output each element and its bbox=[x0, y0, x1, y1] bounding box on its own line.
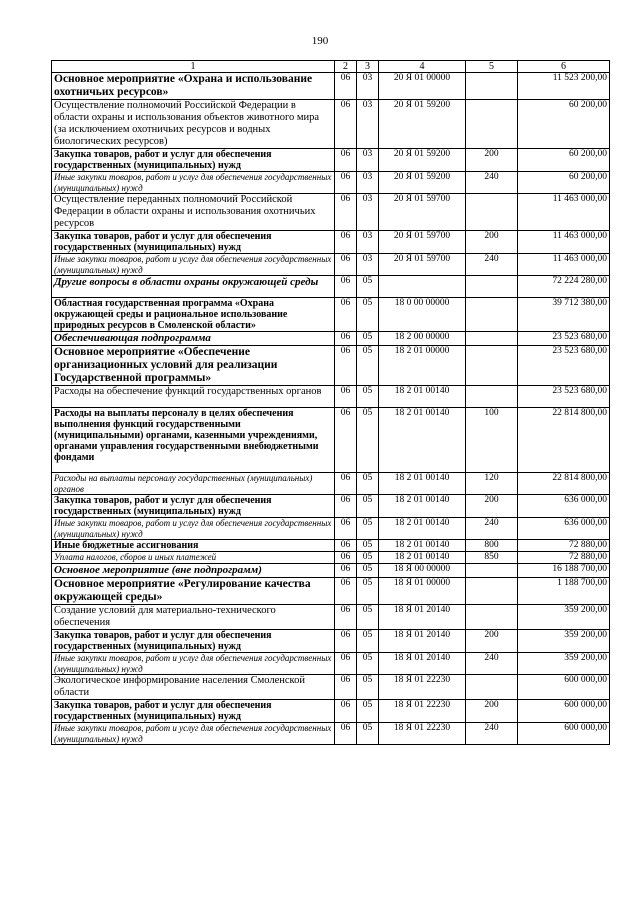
row-expense-type-cell bbox=[466, 578, 518, 605]
row-amount-cell: 359 200,00 bbox=[518, 653, 610, 675]
row-target-article-cell: 20 Я 01 59700 bbox=[379, 231, 466, 254]
row-amount-cell: 359 200,00 bbox=[518, 630, 610, 653]
table-row bbox=[52, 231, 610, 254]
row-section-cell: 06 bbox=[335, 578, 357, 605]
row-target-article-cell: 18 2 01 00140 bbox=[379, 552, 466, 564]
row-name-cell: Обеспечивающая подпрограмма bbox=[52, 332, 335, 346]
row-section-cell: 06 bbox=[335, 332, 357, 346]
row-section-cell: 06 bbox=[335, 172, 357, 194]
row-amount-cell: 39 712 380,00 bbox=[518, 298, 610, 332]
row-target-article-cell: 18 Я 01 20140 bbox=[379, 653, 466, 675]
row-expense-type-cell: 200 bbox=[466, 700, 518, 723]
row-expense-type-cell: 200 bbox=[466, 149, 518, 172]
row-section-cell: 06 bbox=[335, 605, 357, 630]
header-row bbox=[52, 61, 610, 73]
row-amount-cell: 23 523 680,00 bbox=[518, 346, 610, 386]
row-expense-type-cell: 120 bbox=[466, 473, 518, 495]
row-expense-type-cell bbox=[466, 675, 518, 700]
row-amount-cell: 60 200,00 bbox=[518, 100, 610, 149]
row-section-cell: 06 bbox=[335, 276, 357, 298]
row-name-cell: Расходы на выплаты персоналу государственных (муниципальных) органов bbox=[52, 473, 335, 495]
row-expense-type-cell: 800 bbox=[466, 540, 518, 552]
row-name-cell: Иные закупки товаров, работ и услуг для обеспечения государственных (муниципальных) нужд bbox=[52, 653, 335, 675]
row-amount-cell: 1 188 700,00 bbox=[518, 578, 610, 605]
row-section-cell: 06 bbox=[335, 100, 357, 149]
table-row bbox=[52, 552, 610, 564]
row-section-cell: 06 bbox=[335, 653, 357, 675]
row-target-article-cell: 18 0 00 00000 bbox=[379, 298, 466, 332]
row-subsection-cell: 03 bbox=[357, 73, 379, 100]
row-amount-cell: 600 000,00 bbox=[518, 700, 610, 723]
header-cell: 1 bbox=[52, 61, 335, 73]
row-amount-cell: 23 523 680,00 bbox=[518, 386, 610, 408]
row-target-article-cell: 18 2 01 00140 bbox=[379, 495, 466, 518]
table-row bbox=[52, 723, 610, 745]
row-amount-cell: 23 523 680,00 bbox=[518, 332, 610, 346]
row-name-cell: Закупка товаров, работ и услуг для обеспечения государственных (муниципальных) нужд bbox=[52, 495, 335, 518]
row-name-cell: Закупка товаров, работ и услуг для обеспечения государственных (муниципальных) нужд bbox=[52, 700, 335, 723]
table-row bbox=[52, 564, 610, 578]
row-subsection-cell: 05 bbox=[357, 298, 379, 332]
row-subsection-cell: 05 bbox=[357, 605, 379, 630]
row-section-cell: 06 bbox=[335, 73, 357, 100]
table-row bbox=[52, 675, 610, 700]
row-subsection-cell: 03 bbox=[357, 100, 379, 149]
budget-table bbox=[51, 60, 610, 745]
row-target-article-cell: 18 2 01 00000 bbox=[379, 346, 466, 386]
row-name-cell: Иные закупки товаров, работ и услуг для обеспечения государственных (муниципальных) нужд bbox=[52, 254, 335, 276]
row-target-article-cell: 20 Я 01 59200 bbox=[379, 149, 466, 172]
row-amount-cell: 72 224 280,00 bbox=[518, 276, 610, 298]
row-target-article-cell: 20 Я 01 59700 bbox=[379, 194, 466, 231]
header-cell: 4 bbox=[379, 61, 466, 73]
row-name-cell: Закупка товаров, работ и услуг для обеспечения государственных (муниципальных) нужд bbox=[52, 231, 335, 254]
row-subsection-cell: 03 bbox=[357, 149, 379, 172]
row-section-cell: 06 bbox=[335, 298, 357, 332]
row-amount-cell: 636 000,00 bbox=[518, 495, 610, 518]
row-subsection-cell: 03 bbox=[357, 194, 379, 231]
row-target-article-cell: 18 Я 01 22230 bbox=[379, 675, 466, 700]
row-target-article-cell: 18 2 01 00140 bbox=[379, 473, 466, 495]
row-expense-type-cell bbox=[466, 73, 518, 100]
row-subsection-cell: 05 bbox=[357, 540, 379, 552]
row-name-cell: Иные бюджетные ассигнования bbox=[52, 540, 335, 552]
row-amount-cell: 11 523 200,00 bbox=[518, 73, 610, 100]
row-expense-type-cell bbox=[466, 564, 518, 578]
row-subsection-cell: 05 bbox=[357, 276, 379, 298]
row-target-article-cell: 20 Я 01 59200 bbox=[379, 100, 466, 149]
row-amount-cell: 22 814 800,00 bbox=[518, 408, 610, 473]
row-section-cell: 06 bbox=[335, 149, 357, 172]
row-expense-type-cell bbox=[466, 386, 518, 408]
row-subsection-cell: 05 bbox=[357, 386, 379, 408]
row-name-cell: Иные закупки товаров, работ и услуг для обеспечения государственных (муниципальных) нужд bbox=[52, 723, 335, 745]
row-target-article-cell: 18 2 01 00140 bbox=[379, 408, 466, 473]
table-row bbox=[52, 172, 610, 194]
row-name-cell: Другие вопросы в области охраны окружающей среды bbox=[52, 276, 335, 298]
row-name-cell: Экологическое информирование населения Смоленской области bbox=[52, 675, 335, 700]
row-target-article-cell: 18 Я 01 22230 bbox=[379, 700, 466, 723]
row-expense-type-cell: 240 bbox=[466, 254, 518, 276]
table-row bbox=[52, 149, 610, 172]
row-section-cell: 06 bbox=[335, 386, 357, 408]
row-name-cell: Основное мероприятие (вне подпрограмм) bbox=[52, 564, 335, 578]
row-subsection-cell: 03 bbox=[357, 172, 379, 194]
table-row bbox=[52, 578, 610, 605]
row-name-cell: Основное мероприятие «Регулирование качества окружающей среды» bbox=[52, 578, 335, 605]
row-name-cell: Создание условий для материально-технического обеспечения bbox=[52, 605, 335, 630]
row-expense-type-cell bbox=[466, 194, 518, 231]
row-section-cell: 06 bbox=[335, 346, 357, 386]
row-subsection-cell: 05 bbox=[357, 495, 379, 518]
table-row bbox=[52, 386, 610, 408]
row-amount-cell: 60 200,00 bbox=[518, 149, 610, 172]
row-subsection-cell: 05 bbox=[357, 552, 379, 564]
row-name-cell: Основное мероприятие «Обеспечение организационных условий для реализации Государственной программы» bbox=[52, 346, 335, 386]
row-name-cell: Осуществление полномочий Российской Федерации в области охраны и использования объектов животного мира (за исключением охотничьих ресурсов и водных биологических ресурсов) bbox=[52, 100, 335, 149]
row-amount-cell: 11 463 000,00 bbox=[518, 231, 610, 254]
row-name-cell: Областная государственная программа «Охрана окружающей среды и рациональное использование природных ресурсов в Смоленской области» bbox=[52, 298, 335, 332]
table-row bbox=[52, 346, 610, 386]
row-amount-cell: 11 463 000,00 bbox=[518, 194, 610, 231]
row-target-article-cell: 18 Я 01 20140 bbox=[379, 630, 466, 653]
row-subsection-cell: 05 bbox=[357, 700, 379, 723]
row-amount-cell: 16 188 700,00 bbox=[518, 564, 610, 578]
row-expense-type-cell bbox=[466, 276, 518, 298]
row-amount-cell: 60 200,00 bbox=[518, 172, 610, 194]
row-target-article-cell: 18 Я 01 22230 bbox=[379, 723, 466, 745]
row-name-cell: Иные закупки товаров, работ и услуг для обеспечения государственных (муниципальных) нужд bbox=[52, 172, 335, 194]
row-target-article-cell: 18 2 00 00000 bbox=[379, 332, 466, 346]
row-subsection-cell: 05 bbox=[357, 346, 379, 386]
row-section-cell: 06 bbox=[335, 675, 357, 700]
row-subsection-cell: 05 bbox=[357, 518, 379, 540]
row-subsection-cell: 05 bbox=[357, 630, 379, 653]
row-name-cell: Иные закупки товаров, работ и услуг для обеспечения государственных (муниципальных) нужд bbox=[52, 518, 335, 540]
table-row bbox=[52, 605, 610, 630]
row-target-article-cell: 18 Я 01 00000 bbox=[379, 578, 466, 605]
row-expense-type-cell: 240 bbox=[466, 723, 518, 745]
row-target-article-cell: 20 Я 01 59200 bbox=[379, 172, 466, 194]
row-target-article-cell: 18 2 01 00140 bbox=[379, 518, 466, 540]
table-row bbox=[52, 100, 610, 149]
table-row bbox=[52, 276, 610, 298]
row-amount-cell: 11 463 000,00 bbox=[518, 254, 610, 276]
row-subsection-cell: 05 bbox=[357, 723, 379, 745]
row-name-cell: Расходы на выплаты персоналу в целях обеспечения выполнения функций государственными (муниципальными) органами, казенными учреждениями, органами управления государственными внебюджетными фондами bbox=[52, 408, 335, 473]
row-expense-type-cell: 200 bbox=[466, 630, 518, 653]
row-amount-cell: 600 000,00 bbox=[518, 675, 610, 700]
row-section-cell: 06 bbox=[335, 552, 357, 564]
row-target-article-cell: 20 Я 01 00000 bbox=[379, 73, 466, 100]
row-expense-type-cell: 200 bbox=[466, 495, 518, 518]
row-subsection-cell: 05 bbox=[357, 675, 379, 700]
table-row bbox=[52, 540, 610, 552]
row-section-cell: 06 bbox=[335, 518, 357, 540]
header-cell: 2 bbox=[335, 61, 357, 73]
table-row bbox=[52, 700, 610, 723]
row-target-article-cell: 20 Я 01 59700 bbox=[379, 254, 466, 276]
row-section-cell: 06 bbox=[335, 723, 357, 745]
table-row bbox=[52, 194, 610, 231]
row-name-cell: Закупка товаров, работ и услуг для обеспечения государственных (муниципальных) нужд bbox=[52, 149, 335, 172]
row-expense-type-cell bbox=[466, 346, 518, 386]
table-row bbox=[52, 73, 610, 100]
row-section-cell: 06 bbox=[335, 495, 357, 518]
table-row bbox=[52, 473, 610, 495]
row-name-cell: Основное мероприятие «Охрана и использование охотничьих ресурсов» bbox=[52, 73, 335, 100]
row-target-article-cell: 18 2 01 00140 bbox=[379, 386, 466, 408]
row-section-cell: 06 bbox=[335, 473, 357, 495]
row-name-cell: Осуществление переданных полномочий Российской Федерации в области охраны и использования охотничьих ресурсов bbox=[52, 194, 335, 231]
table-row bbox=[52, 408, 610, 473]
table-body bbox=[52, 73, 610, 745]
row-section-cell: 06 bbox=[335, 700, 357, 723]
row-amount-cell: 636 000,00 bbox=[518, 518, 610, 540]
table-row bbox=[52, 332, 610, 346]
row-subsection-cell: 05 bbox=[357, 332, 379, 346]
row-subsection-cell: 05 bbox=[357, 564, 379, 578]
row-amount-cell: 600 000,00 bbox=[518, 723, 610, 745]
row-expense-type-cell: 240 bbox=[466, 172, 518, 194]
row-target-article-cell: 18 Я 00 00000 bbox=[379, 564, 466, 578]
row-subsection-cell: 03 bbox=[357, 231, 379, 254]
row-name-cell: Расходы на обеспечение функций государственных органов bbox=[52, 386, 335, 408]
header-cell: 3 bbox=[357, 61, 379, 73]
row-expense-type-cell bbox=[466, 332, 518, 346]
table-row bbox=[52, 653, 610, 675]
row-expense-type-cell bbox=[466, 100, 518, 149]
table-row bbox=[52, 630, 610, 653]
row-section-cell: 06 bbox=[335, 540, 357, 552]
header-cell: 5 bbox=[466, 61, 518, 73]
row-subsection-cell: 05 bbox=[357, 473, 379, 495]
row-subsection-cell: 03 bbox=[357, 254, 379, 276]
row-target-article-cell: 18 Я 01 20140 bbox=[379, 605, 466, 630]
row-section-cell: 06 bbox=[335, 194, 357, 231]
header-cell: 6 bbox=[518, 61, 610, 73]
row-amount-cell: 359 200,00 bbox=[518, 605, 610, 630]
row-target-article-cell: 18 2 01 00140 bbox=[379, 540, 466, 552]
row-section-cell: 06 bbox=[335, 254, 357, 276]
row-expense-type-cell bbox=[466, 605, 518, 630]
row-section-cell: 06 bbox=[335, 231, 357, 254]
row-subsection-cell: 05 bbox=[357, 408, 379, 473]
table-row bbox=[52, 254, 610, 276]
row-amount-cell: 72 880,00 bbox=[518, 552, 610, 564]
row-name-cell: Закупка товаров, работ и услуг для обеспечения государственных (муниципальных) нужд bbox=[52, 630, 335, 653]
row-expense-type-cell bbox=[466, 298, 518, 332]
page-number: 190 bbox=[311, 35, 329, 47]
row-section-cell: 06 bbox=[335, 630, 357, 653]
row-section-cell: 06 bbox=[335, 408, 357, 473]
row-subsection-cell: 05 bbox=[357, 578, 379, 605]
row-section-cell: 06 bbox=[335, 564, 357, 578]
row-target-article-cell bbox=[379, 276, 466, 298]
row-expense-type-cell: 240 bbox=[466, 518, 518, 540]
row-expense-type-cell: 100 bbox=[466, 408, 518, 473]
table-row bbox=[52, 495, 610, 518]
row-amount-cell: 22 814 800,00 bbox=[518, 473, 610, 495]
row-expense-type-cell: 850 bbox=[466, 552, 518, 564]
row-expense-type-cell: 200 bbox=[466, 231, 518, 254]
row-expense-type-cell: 240 bbox=[466, 653, 518, 675]
row-subsection-cell: 05 bbox=[357, 653, 379, 675]
row-amount-cell: 72 880,00 bbox=[518, 540, 610, 552]
table-row bbox=[52, 298, 610, 332]
row-name-cell: Уплата налогов, сборов и иных платежей bbox=[52, 552, 335, 564]
table-row bbox=[52, 518, 610, 540]
